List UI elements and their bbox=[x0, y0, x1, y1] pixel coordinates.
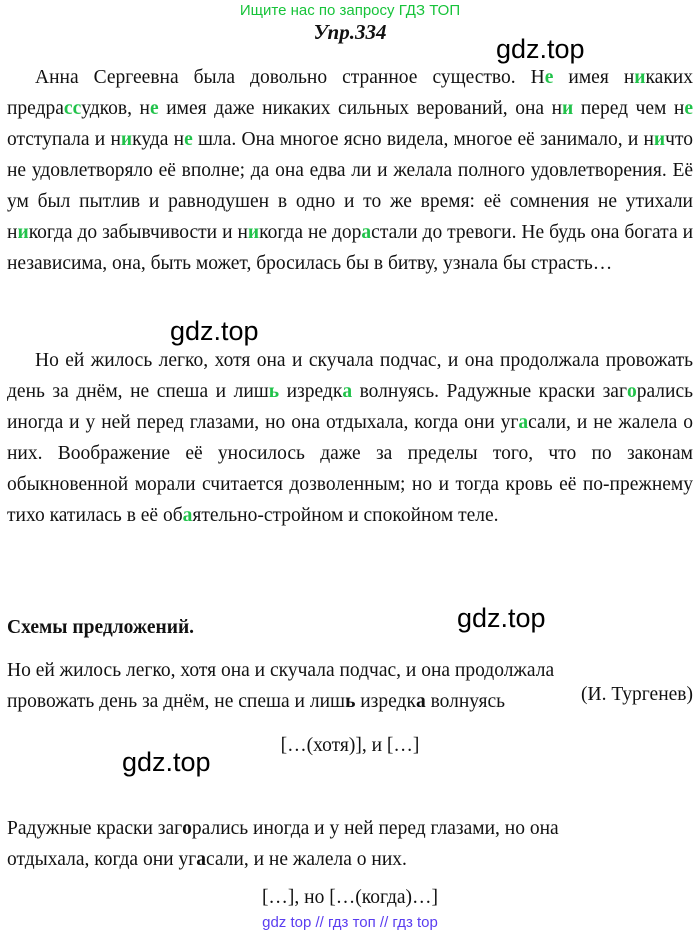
search-banner[interactable]: Ищите нас по запросу ГДЗ ТОП bbox=[239, 2, 461, 19]
scheme-2: […], но […(когда)…] bbox=[261, 887, 439, 908]
section-heading: Схемы предложений. bbox=[7, 617, 195, 638]
watermark: gdz.top bbox=[122, 747, 211, 777]
paragraph-2: Но ей жилось легко, хотя она и скучала подчас, и она продолжала провожать день за днём, не спеша и лишь изредка волнуясь. Радужные краски загорались иногда и у ней перед глазами, но она отдыхала, когда они угасали, и не жалела о них. Воображение её уносилось даже за пределы того, что по законам обыкновенной морали считается дозволенным; но и тогда кровь её по-прежнему тихо катилась в её обаятельно-стройном и спокойном теле. bbox=[7, 350, 694, 526]
author-attribution: (И. Тургенев) bbox=[581, 684, 693, 705]
exercise-title: Упр.334 bbox=[313, 20, 387, 44]
paragraph-1: Анна Сергеевна была довольно странное существо. Не имея никаких предрассудков, не имея даже никаких сильных верований, она ни перед чем не отступала и никуда не шла. Она многое ясно видела, многое её занимало, и ничто не удовлетворяло её вполне; да она едва ли и желала полного удовлетворения. Её ум был пытлив и равнодушен в одно и то же время: её сомнения не утихали никогда до забывчивости и никогда не дорастали до тревоги. Не будь она богата и независима, она, быть может, бросилась бы в битву, узнала бы страсть… bbox=[7, 67, 694, 274]
footer-links[interactable]: gdz top // гдз топ // гдз top bbox=[262, 914, 438, 931]
scheme-1: […(хотя)], и […] bbox=[280, 735, 420, 756]
sentence-2: Радужные краски загорались иногда и у ней перед глазами, но она отдыхала, когда они угасали, и не жалела о них. bbox=[7, 818, 559, 870]
watermark: gdz.top bbox=[496, 34, 585, 64]
sentence-1: Но ей жилось легко, хотя она и скучала подчас, и она продолжала провожать день за днём, не спеша и лишь изредка волнуясь bbox=[7, 660, 555, 712]
watermark: gdz.top bbox=[457, 603, 546, 633]
watermark: gdz.top bbox=[170, 316, 259, 346]
